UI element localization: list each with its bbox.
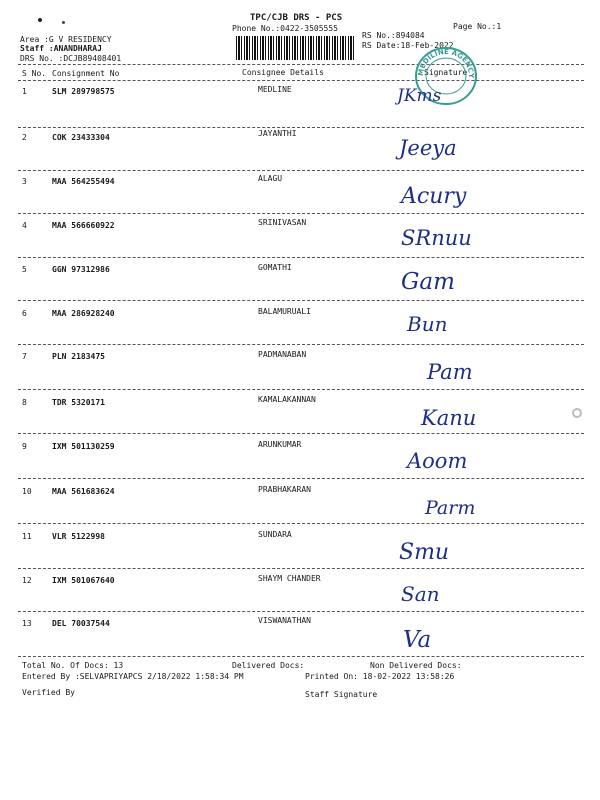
corner-mark [38,18,42,22]
row-divider [18,433,584,434]
row-divider [18,656,584,657]
row-sno: 3 [22,177,27,186]
row-sno: 11 [22,532,32,541]
signature-text: Jeeya [399,136,457,160]
barcode [236,36,354,60]
signature-text: San [401,582,440,606]
signature-text: Acury [401,184,467,209]
signature-text: Pam [427,360,473,384]
row-consignment: MAA 564255494 [52,177,115,186]
phone-number: Phone No.:0422-3505555 [232,24,338,33]
row-consignment: SLM 289798575 [52,87,115,96]
printed-on: Printed On: 18-02-2022 13:58:26 [305,672,455,681]
row-sno: 13 [22,619,32,628]
row-sno: 4 [22,221,27,230]
row-consignee: PRABHAKARAN [258,485,311,494]
row-consignee: PADMANABAN [258,350,307,359]
row-divider [18,568,584,569]
row-divider [18,389,584,390]
non-delivered-docs: Non Delivered Docs: [370,661,462,670]
row-divider [18,344,584,345]
row-consignment: MAA 566660922 [52,221,115,230]
row-consignee: MEDLINE [258,85,292,94]
header-rule [18,64,584,65]
signature-text: JKms [397,86,442,106]
row-sno: 10 [22,487,32,496]
row-divider [18,170,584,171]
row-consignment: MAA 561683624 [52,487,115,496]
row-divider [18,523,584,524]
signature-5 [395,264,495,296]
signature-text: Bun [407,312,448,336]
signature-text: Smu [399,540,450,565]
stamp-text: MEDILINE AGENCY [416,47,476,79]
signature-text: Gam [401,269,455,295]
column-consignment: Consignment No [52,69,120,78]
row-consignee: KAMALAKANNAN [258,395,316,404]
row-consignment: PLN 2183475 [52,352,105,361]
row-sno: 9 [22,442,27,451]
row-consignee: ALAGU [258,174,283,183]
row-sno: 5 [22,265,27,274]
signature-3 [395,178,495,210]
row-divider [18,478,584,479]
document-title: TPC/CJB DRS - PCS [250,13,343,23]
row-divider [18,127,584,128]
row-consignee: SRINIVASAN [258,218,307,227]
column-signature: Signature [424,68,468,77]
row-consignee: ARUNKUMAR [258,440,302,449]
column-sno: S No. [22,69,47,78]
row-consignee: VISWANATHAN [258,616,311,625]
signature-2 [395,133,505,163]
row-sno: 12 [22,576,32,585]
rs-date: RS Date:18-Feb-2022 [362,41,454,50]
row-divider [18,611,584,612]
signature-text: Parm [425,497,476,519]
scan-artifact [572,408,582,418]
signature-text: SRnuu [401,226,472,250]
signature-1 [395,82,485,108]
signature-text: Va [403,627,432,653]
row-consignment: IXM 501067640 [52,576,115,585]
row-divider [18,300,584,301]
row-consignment: TDR 5320171 [52,398,105,407]
signature-4 [395,222,505,252]
row-consignment: VLR 5122998 [52,532,105,541]
entered-by: Entered By :SELVAPRIYAPCS 2/18/2022 1:58:34 PM [22,672,244,681]
delivered-docs: Delivered Docs: [232,661,305,670]
staff-label: Staff :ANANDHARAJ [20,44,102,53]
corner-mark [62,21,65,24]
header-rule [18,80,584,81]
row-divider [18,257,584,258]
row-divider [18,213,584,214]
signature-13 [395,624,485,654]
signature-7 [395,354,495,386]
staff-signature: Staff Signature [305,690,378,699]
rs-number: RS No.:894084 [362,31,425,40]
signature-text: Kanu [421,406,477,430]
total-docs: Total No. Of Docs: 13 [22,661,124,670]
row-consignment: DEL 70037544 [52,619,110,628]
row-consignment: MAA 286928240 [52,309,115,318]
row-sno: 2 [22,133,27,142]
row-consignee: SUNDARA [258,530,292,539]
column-consignee: Consignee Details [242,68,324,77]
row-sno: 7 [22,352,27,361]
area-label: Area :G V RESIDENCY [20,35,112,44]
verified-by: Verified By [22,688,75,697]
signature-8 [395,402,505,432]
page-number: Page No.:1 [453,22,502,31]
row-consignee: GOMATHI [258,263,292,272]
row-consignee: BALAMURUALI [258,307,311,316]
signature-9 [395,445,505,475]
row-sno: 6 [22,309,27,318]
row-consignment: GGN 97312986 [52,265,110,274]
row-consignee: SHAYM CHANDER [258,574,321,583]
signature-11 [395,536,495,566]
signature-text: Aoom [407,449,468,473]
row-sno: 8 [22,398,27,407]
signature-6 [395,310,495,338]
drs-number: DRS No. :DCJB89408401 [20,54,122,63]
row-consignee: JAYANTHI [258,129,297,138]
row-consignment: IXM 501130259 [52,442,115,451]
row-consignment: COK 23433304 [52,133,110,142]
signature-10 [395,492,505,522]
row-sno: 1 [22,87,27,96]
signature-12 [395,580,495,608]
